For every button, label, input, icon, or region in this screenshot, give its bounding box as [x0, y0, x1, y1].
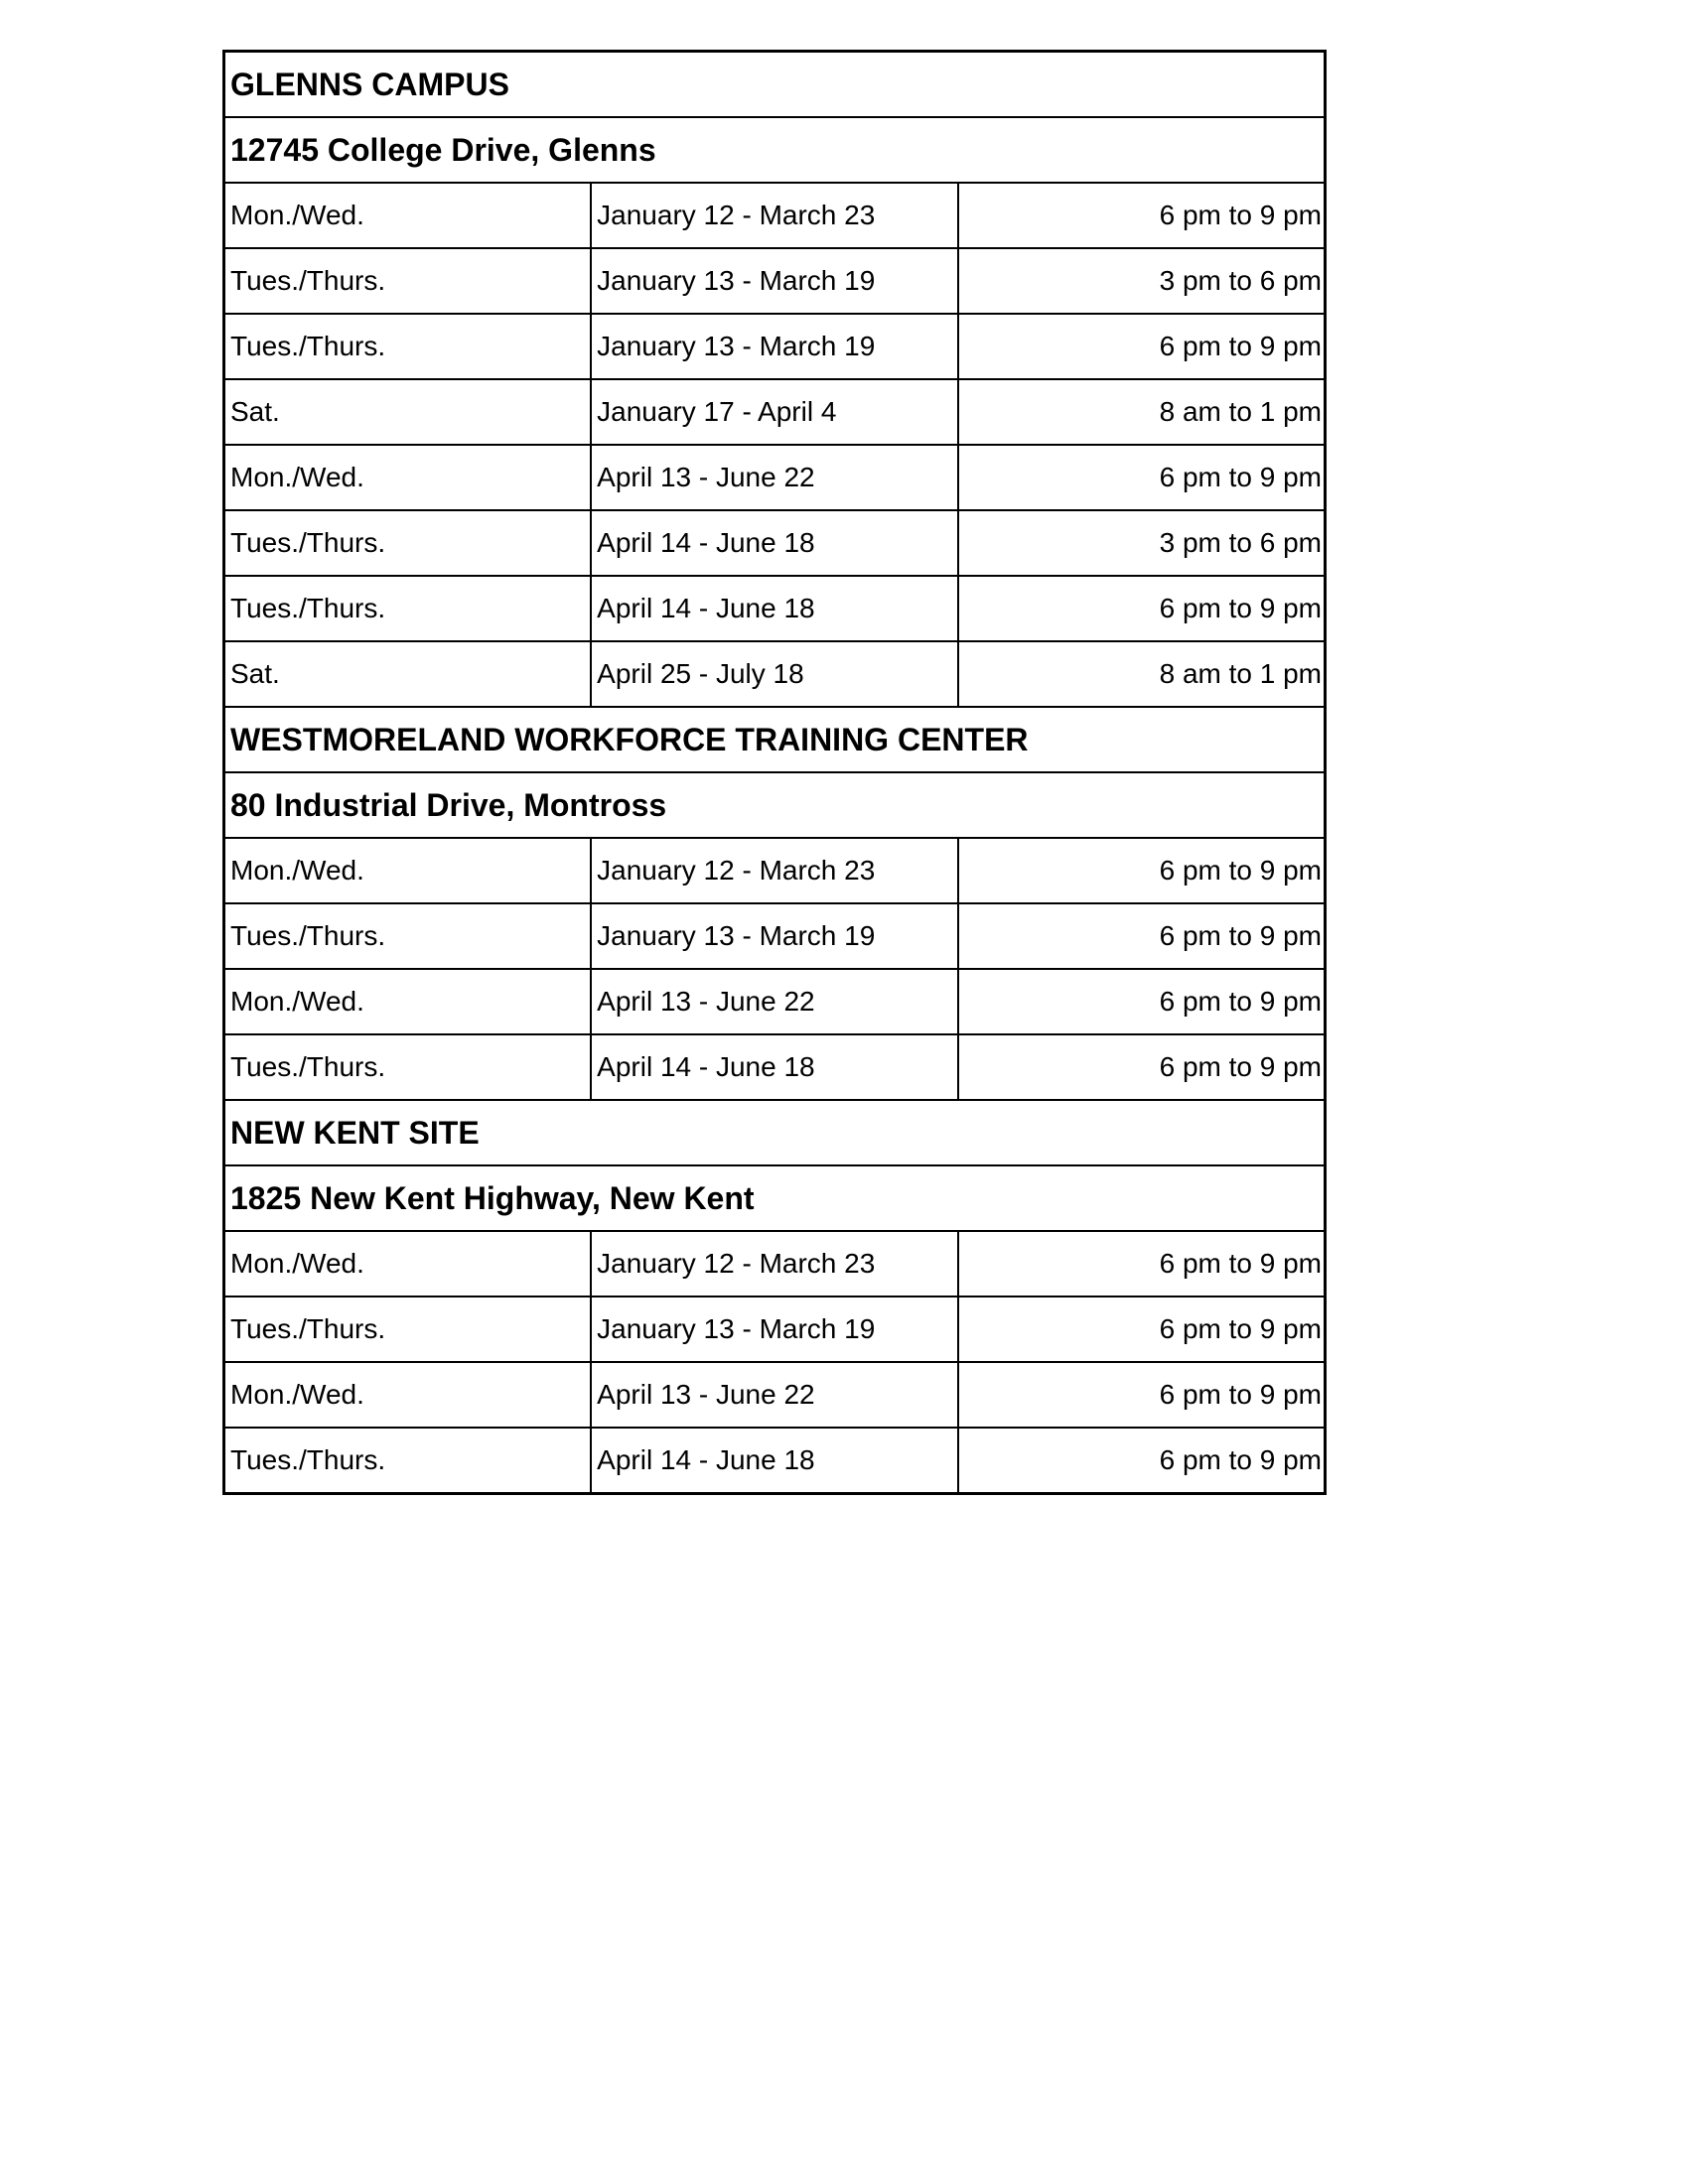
session-days: Tues./Thurs.	[224, 576, 592, 641]
session-days: Tues./Thurs.	[224, 1297, 592, 1362]
session-days: Mon./Wed.	[224, 1231, 592, 1297]
location-address: 12745 College Drive, Glenns	[224, 117, 1326, 183]
session-time: 6 pm to 9 pm	[958, 183, 1326, 248]
session-time: 6 pm to 9 pm	[958, 1428, 1326, 1494]
session-time: 6 pm to 9 pm	[958, 1297, 1326, 1362]
session-dates: April 25 - July 18	[591, 641, 958, 707]
session-days: Tues./Thurs.	[224, 1034, 592, 1100]
location-name-row	[224, 1100, 1326, 1165]
session-row	[224, 838, 1326, 903]
session-time: 3 pm to 6 pm	[958, 248, 1326, 314]
session-row	[224, 314, 1326, 379]
session-time: 3 pm to 6 pm	[958, 510, 1326, 576]
session-row	[224, 248, 1326, 314]
session-dates: April 13 - June 22	[591, 1362, 958, 1428]
session-time: 8 am to 1 pm	[958, 641, 1326, 707]
session-dates: April 13 - June 22	[591, 969, 958, 1034]
session-dates: January 13 - March 19	[591, 1297, 958, 1362]
class-schedule-table	[222, 50, 1327, 1495]
session-row	[224, 183, 1326, 248]
session-days: Sat.	[224, 641, 592, 707]
session-time: 6 pm to 9 pm	[958, 903, 1326, 969]
session-dates: April 13 - June 22	[591, 445, 958, 510]
session-time: 6 pm to 9 pm	[958, 1362, 1326, 1428]
session-time: 6 pm to 9 pm	[958, 445, 1326, 510]
session-row	[224, 903, 1326, 969]
session-row	[224, 641, 1326, 707]
session-days: Tues./Thurs.	[224, 903, 592, 969]
session-row	[224, 969, 1326, 1034]
session-days: Tues./Thurs.	[224, 510, 592, 576]
session-dates: January 13 - March 19	[591, 903, 958, 969]
location-name-row	[224, 707, 1326, 772]
session-row	[224, 1297, 1326, 1362]
session-time: 6 pm to 9 pm	[958, 314, 1326, 379]
session-row	[224, 1428, 1326, 1494]
session-row	[224, 379, 1326, 445]
session-dates: April 14 - June 18	[591, 1428, 958, 1494]
location-address: 1825 New Kent Highway, New Kent	[224, 1165, 1326, 1231]
location-address-row	[224, 117, 1326, 183]
location-name: WESTMORELAND WORKFORCE TRAINING CENTER	[224, 707, 1326, 772]
session-row	[224, 1034, 1326, 1100]
session-time: 6 pm to 9 pm	[958, 1231, 1326, 1297]
location-name: NEW KENT SITE	[224, 1100, 1326, 1165]
session-days: Tues./Thurs.	[224, 314, 592, 379]
location-address: 80 Industrial Drive, Montross	[224, 772, 1326, 838]
session-dates: April 14 - June 18	[591, 510, 958, 576]
session-row	[224, 1231, 1326, 1297]
session-dates: April 14 - June 18	[591, 576, 958, 641]
session-row	[224, 1362, 1326, 1428]
location-name: GLENNS CAMPUS	[224, 52, 1326, 118]
location-address-row	[224, 1165, 1326, 1231]
session-dates: January 12 - March 23	[591, 838, 958, 903]
session-time: 8 am to 1 pm	[958, 379, 1326, 445]
session-time: 6 pm to 9 pm	[958, 969, 1326, 1034]
session-days: Mon./Wed.	[224, 183, 592, 248]
session-dates: January 13 - March 19	[591, 248, 958, 314]
session-dates: January 17 - April 4	[591, 379, 958, 445]
session-days: Mon./Wed.	[224, 1362, 592, 1428]
session-days: Mon./Wed.	[224, 838, 592, 903]
session-time: 6 pm to 9 pm	[958, 838, 1326, 903]
session-time: 6 pm to 9 pm	[958, 576, 1326, 641]
session-days: Tues./Thurs.	[224, 1428, 592, 1494]
session-row	[224, 576, 1326, 641]
location-name-row	[224, 52, 1326, 118]
schedule-body	[224, 52, 1326, 1494]
session-days: Tues./Thurs.	[224, 248, 592, 314]
session-dates: April 14 - June 18	[591, 1034, 958, 1100]
session-dates: January 13 - March 19	[591, 314, 958, 379]
session-dates: January 12 - March 23	[591, 1231, 958, 1297]
session-time: 6 pm to 9 pm	[958, 1034, 1326, 1100]
session-days: Mon./Wed.	[224, 969, 592, 1034]
session-row	[224, 445, 1326, 510]
location-address-row	[224, 772, 1326, 838]
session-days: Sat.	[224, 379, 592, 445]
session-dates: January 12 - March 23	[591, 183, 958, 248]
session-days: Mon./Wed.	[224, 445, 592, 510]
session-row	[224, 510, 1326, 576]
